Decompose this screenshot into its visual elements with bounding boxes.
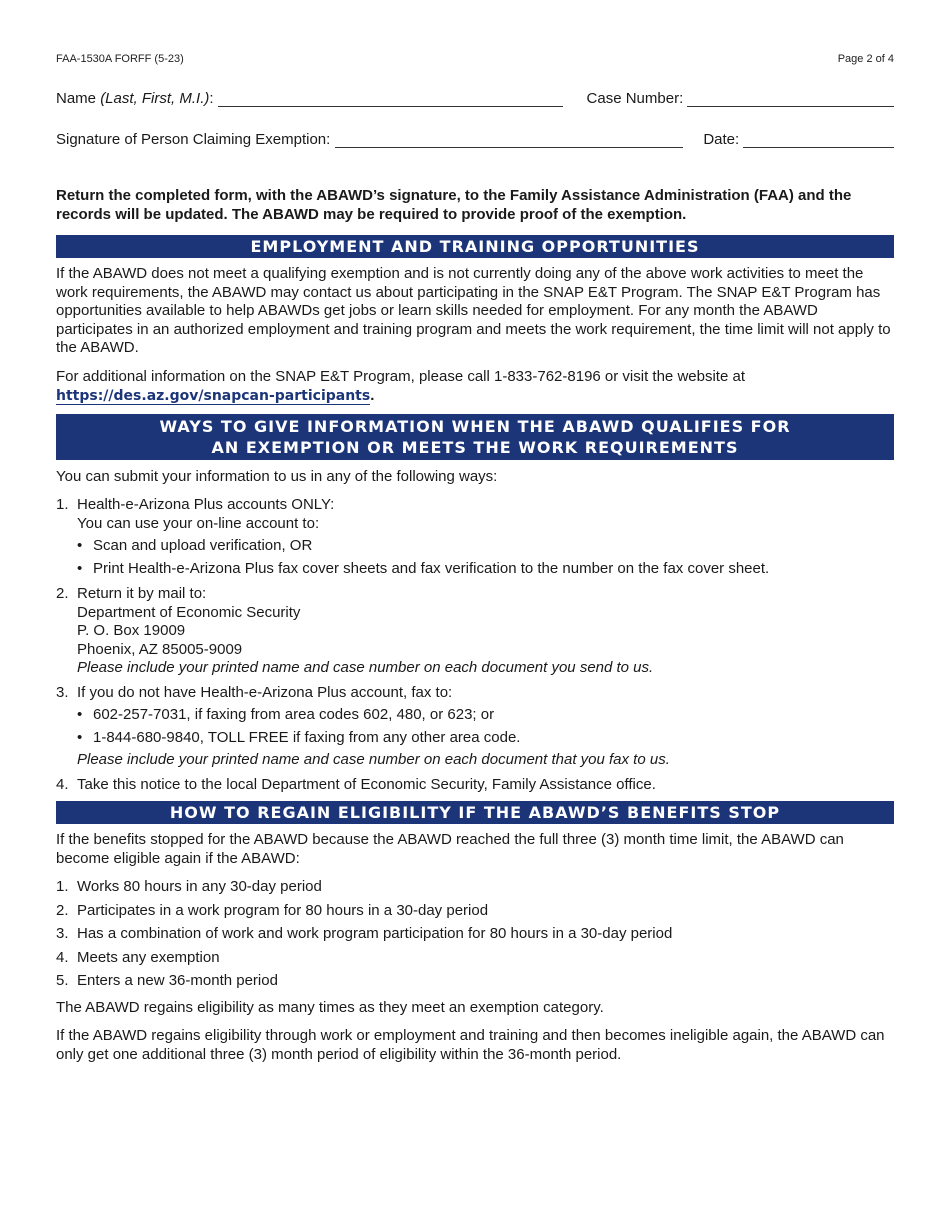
form-id: FAA-1530A FORFF (5-23) <box>56 53 184 65</box>
regain-paragraph-2: If the ABAWD regains eligibility through work or employment and training and then becomes ineligible again, the ABAWD can only get one additional three (3) month period of eligibility within the 36-month period. <box>56 1027 885 1063</box>
submission-methods-list <box>56 496 894 794</box>
signature-label: Signature of Person Claiming Exemption: <box>56 131 331 148</box>
date-label: Date: <box>703 131 740 148</box>
regain-paragraph-1: The ABAWD regains eligibility as many times as they meet an exemption category. <box>56 999 604 1016</box>
section-heading-employment: EMPLOYMENT AND TRAINING OPPORTUNITIES <box>56 235 894 258</box>
regain-intro: If the benefits stopped for the ABAWD because the ABAWD reached the full three (3) month time limit, the ABAWD can become eligible again if the ABAWD: <box>56 831 844 867</box>
employment-paragraph: If the ABAWD does not meet a qualifying exemption and is not currently doing any of the above work activities to meet the work requirements, the ABAWD may contact us about participating in the SNAP E&T Program. The SNAP E&T Program has opportunities available to help ABAWDs get jobs or learn skills needed for employment. For any month the ABAWD participates in an authorized employment and training program and meets the work requirement, the time limit will not apply to the ABAWD. <box>56 265 891 356</box>
section-heading-ways-to-give: WAYS TO GIVE INFORMATION WHEN THE ABAWD QUALIFIES FOR AN EXEMPTION OR MEETS THE WORK REQUIREMENTS <box>56 414 894 460</box>
regain-criteria-list <box>56 878 894 991</box>
signature-field[interactable] <box>335 133 683 148</box>
section-heading-regain-eligibility: HOW TO REGAIN ELIGIBILITY IF THE ABAWD’S BENEFITS STOP <box>56 801 894 824</box>
name-label: Name (Last, First, M.I.): <box>56 90 214 107</box>
list-item: 3. If you do not have Health-e-Arizona Plus account, fax to: • 602-257-7031, if faxing from area codes 602, 480, or 623; or • 1-844-680-9840, TOLL FREE if faxing from any other area code. Please include your printed name and case number on each document that you fax to us. <box>56 683 670 768</box>
list-item: 5. Enters a new 36-month period <box>56 972 278 989</box>
additional-info-paragraph: For additional information on the SNAP E&T Program, please call 1-833-762-8196 or visit the website at https://des.az.gov/snapcan-participants. <box>56 368 745 404</box>
list-item: 4. Meets any exemption <box>56 948 220 966</box>
list-item: 2. Return it by mail to: Department of Economic Security P. O. Box 19009 Phoenix, AZ 85005-9009 Please include your printed name and case number on each document you send to us. <box>56 585 654 676</box>
list-item: 2. Participates in a work program for 80 hours in a 30-day period <box>56 901 489 919</box>
list-item: 4. Take this notice to the local Department of Economic Security, Family Assistance office. <box>56 775 656 793</box>
page-number: Page 2 of 4 <box>837 53 894 65</box>
name-case-row <box>56 90 894 107</box>
signature-date-row <box>56 131 894 148</box>
ways-intro: You can submit your information to us in any of the following ways: <box>56 468 498 485</box>
date-field[interactable] <box>743 133 894 148</box>
list-item: 1. Works 80 hours in any 30-day period <box>56 878 322 895</box>
case-number-field[interactable] <box>687 92 894 107</box>
snap-website-link[interactable]: https://des.az.gov/snapcan-participants <box>56 387 371 404</box>
name-field[interactable] <box>218 92 563 107</box>
list-item: 1. Health-e-Arizona Plus accounts ONLY: You can use your on-line account to: • Scan and upload verification, OR • Print Health-e-Arizona Plus fax cover sheets and fax verification to the number on the fax cover sheet. <box>56 496 770 577</box>
return-instructions: Return the completed form, with the ABAWD’s signature, to the Family Assistance Administration (FAA) and the records will be updated. The ABAWD may be required to provide proof of the exemption. <box>56 187 852 223</box>
case-number-label: Case Number: <box>586 90 684 107</box>
list-item: 3. Has a combination of work and work program participation for 80 hours in a 30-day period <box>56 925 673 942</box>
